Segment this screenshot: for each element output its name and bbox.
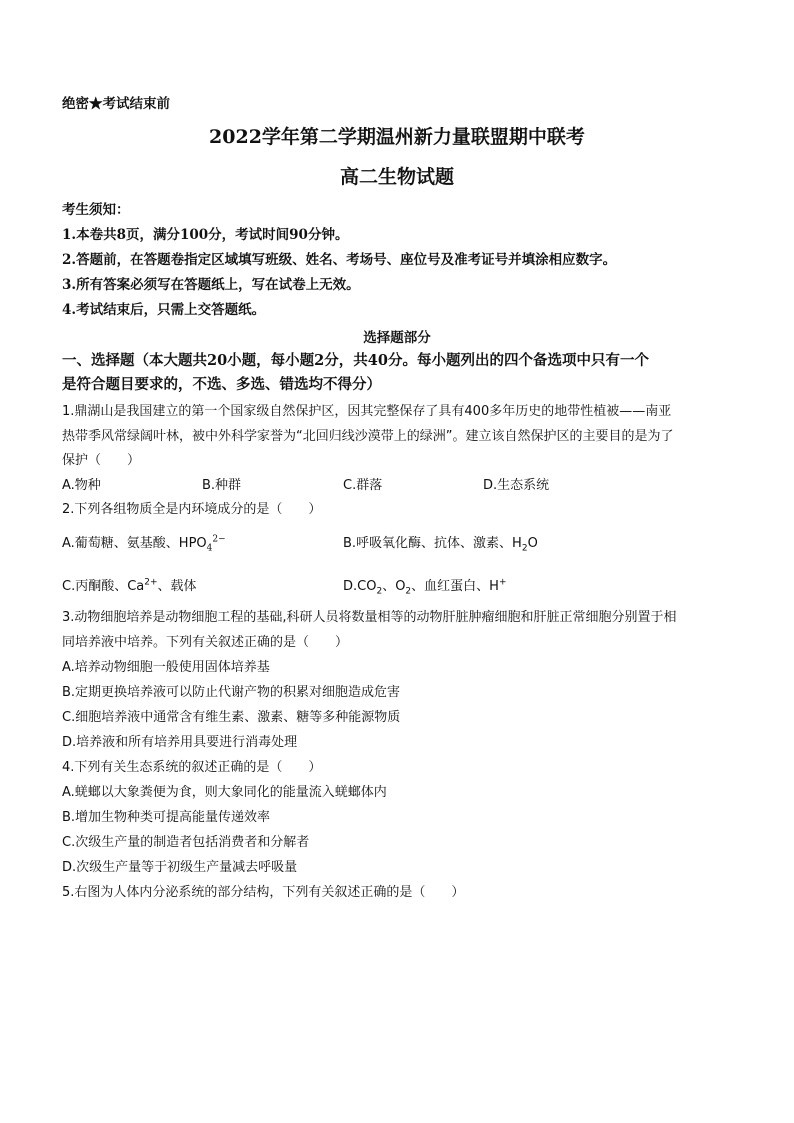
notice-item-3: 3.所有答案必须写在答题纸上，写在试卷上无效。 [62,277,360,293]
q2-option-d: $D.CO_2$、$O_2$、血红蛋白、H+ [343,577,507,597]
q1-stem-line-1: 1.鼎湖山是我国建立的第一个国家级自然保护区，因其完整保存了具有400多年历史的地带性植被——南亚 [62,404,672,419]
q2-option-c: C.丙酮酸、$Ca^{2+}$、载体 [62,577,197,594]
exam-subtitle: 高二生物试题 [339,166,454,188]
section-heading: 选择题部分 [363,330,431,346]
q2-option-b: B.呼吸氧化酶、抗体、激素、$H_2O$ [343,536,538,554]
q1-option-b: B.种群 [202,478,242,493]
q2-stem: 2.下列各组物质全是内环境成分的是（ ） [62,502,322,517]
q1-stem-line-3: 保护（ ） [62,453,141,468]
q1-option-a: A.物种 [62,478,101,493]
q3-option-b: B.定期更换培养液可以防止代谢产物的积累对细胞造成危害 [62,685,401,700]
q1-option-d: D.生态系统 [483,478,550,493]
q4-option-c: C.次级生产量的制造者包括消费者和分解者 [62,835,310,850]
notice-heading: 考生须知： [62,202,130,218]
notice-item-4: 4.考试结束后，只需上交答题纸。 [62,302,266,318]
q4-option-d: D.次级生产量等于初级生产量减去呼吸量 [62,860,298,875]
q3-stem-line-2: 同培养液中培养。下列有关叙述正确的是（ ） [62,635,349,650]
q4-stem: 4.下列有关生态系统的叙述正确的是（ ） [62,760,322,775]
q3-option-d: D.培养液和所有培养用具要进行消毒处理 [62,735,298,750]
part-instructions-line-2: 是符合题目要求的，不选、多选、错选均不得分） [62,376,381,393]
notice-item-2: 2.答题前，在答题卷指定区域填写班级、姓名、考场号、座位号及准考证号并填涂相应数字。 [62,252,617,268]
q4-option-a: A.蜣螂以大象粪便为食，则大象同化的能量流入蜣螂体内 [62,785,387,800]
q4-option-b: B.增加生物种类可提高能量传递效率 [62,810,271,825]
q3-stem-line-1: 3.动物细胞培养是动物细胞工程的基础,科研人员将数量相等的动物肝脏肿瘤细胞和肝脏正常细胞分别置于相 [62,610,677,625]
q5-stem: 5.右图为人体内分泌系统的部分结构，下列有关叙述正确的是（ ） [62,885,465,900]
q3-option-a: A.培养动物细胞一般使用固体培养基 [62,660,270,675]
notice-item-1: 1.本卷共8页，满分100分，考试时间90分钟。 [62,227,349,243]
q1-stem-line-2: 热带季风常绿阔叶林，被中外科学家誉为“北回归线沙漠带上的绿洲”。建立该自然保护区的主要目的是为了 [62,429,674,444]
confidential-label: 绝密★考试结束前 [62,96,170,112]
exam-title: 2022学年第二学期温州新力量联盟期中联考 [209,126,585,148]
q3-option-c: C.细胞培养液中通常含有维生素、激素、糖等多种能源物质 [62,710,401,725]
q2-option-a: A.葡萄糖、氨基酸、$HPO_4^{2-}$ [62,534,226,554]
part-instructions-line-1: 一、选择题（本大题共20小题，每小题2分，共40分。每小题列出的四个备选项中只有一个 [62,352,649,369]
q1-option-c: C.群落 [343,478,383,493]
